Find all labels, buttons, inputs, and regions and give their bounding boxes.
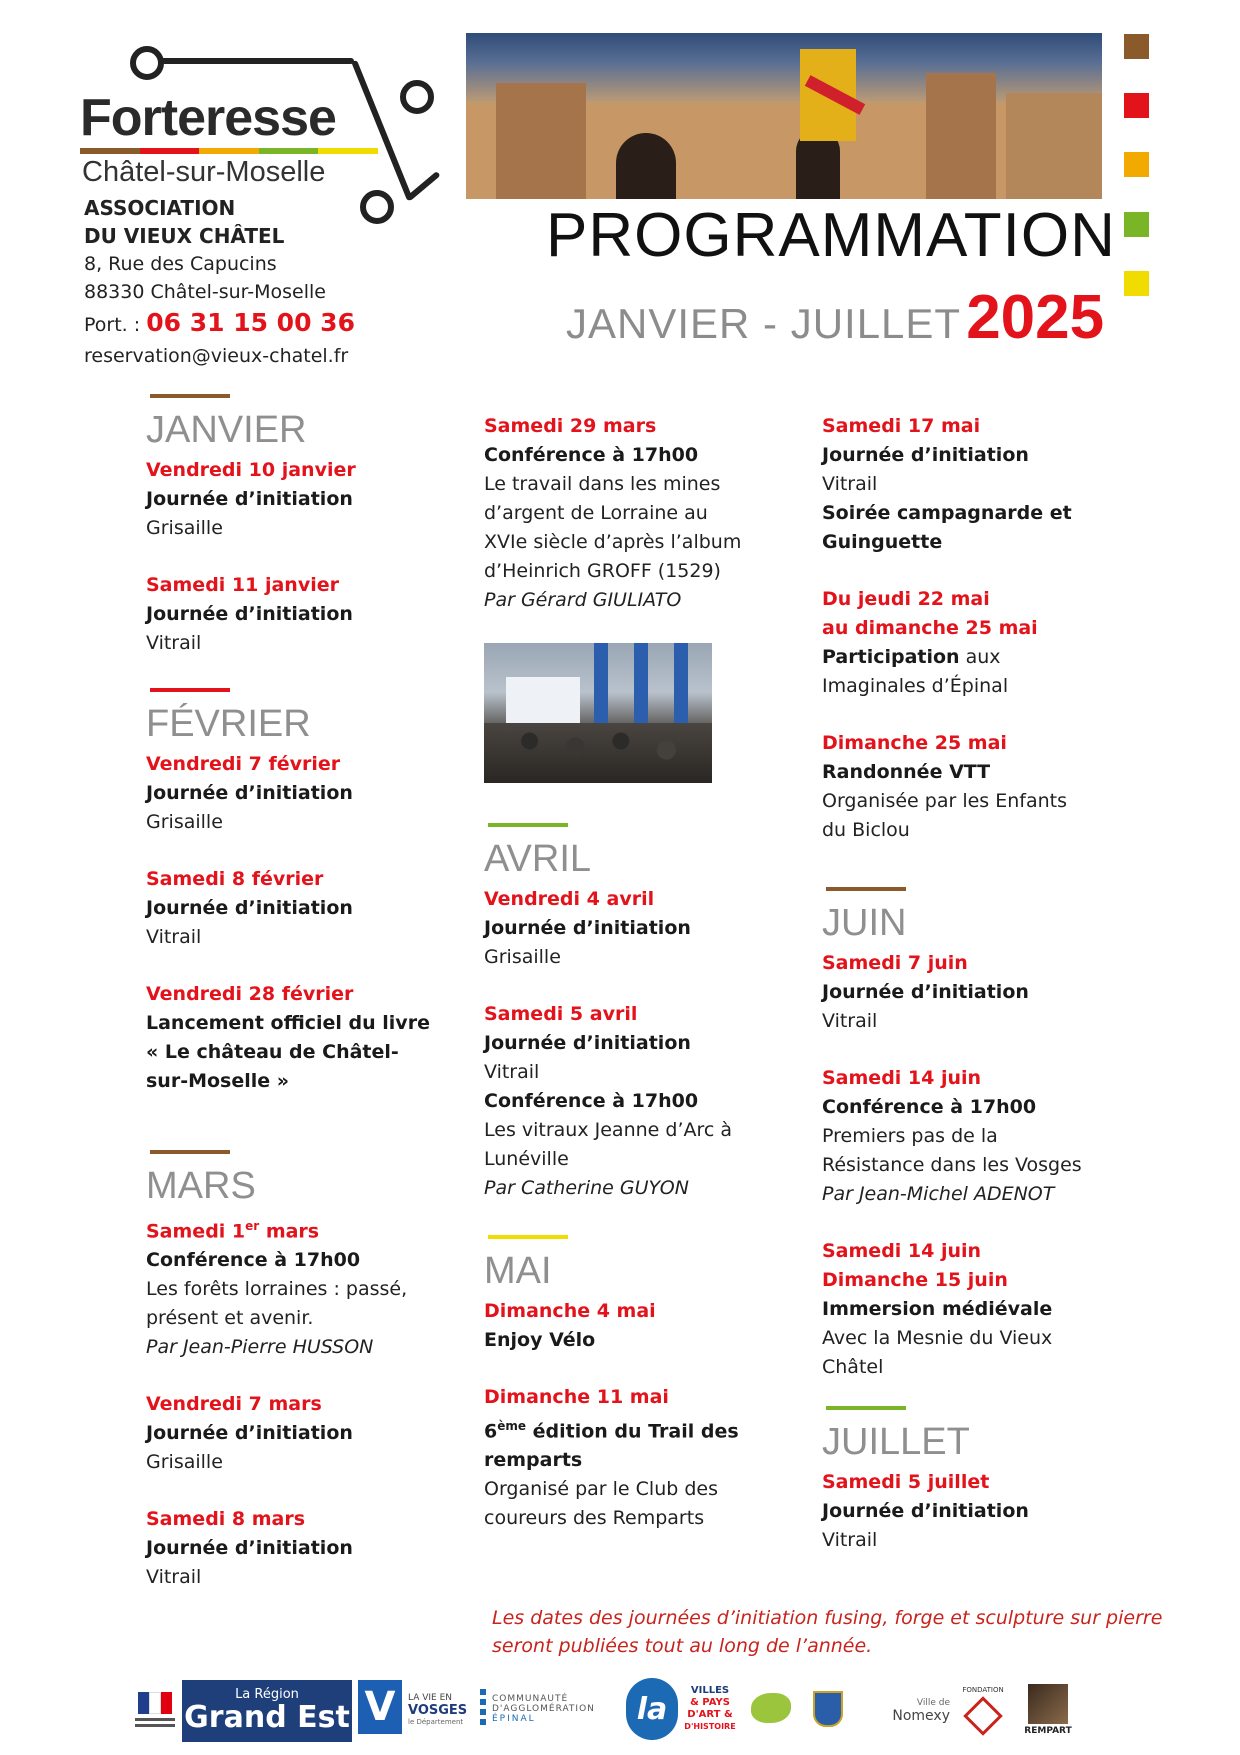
event-title: Journée d’initiation xyxy=(484,1032,691,1054)
event-date: Samedi 5 avril xyxy=(484,1003,638,1025)
logo-stripe xyxy=(199,148,259,154)
event-text: Grisaille xyxy=(146,1451,223,1474)
color-square xyxy=(1124,152,1149,177)
vosges-txt1: LA VIE EN xyxy=(408,1692,453,1703)
vosges-v: V xyxy=(364,1684,396,1730)
month-divider xyxy=(150,688,230,692)
title-text: 6 xyxy=(484,1420,498,1443)
logo xyxy=(70,30,440,220)
event-title: remparts xyxy=(484,1449,583,1472)
phone-number[interactable]: 06 31 15 00 36 xyxy=(146,308,355,337)
event-text: Vitrail xyxy=(146,632,202,654)
event-date: Samedi 7 juin xyxy=(822,952,968,974)
event-date: Vendredi 7 mars xyxy=(146,1393,322,1416)
castle-photo xyxy=(466,33,1102,199)
logo-title: Forteresse xyxy=(80,89,336,147)
agglo-epinal-logo xyxy=(480,1684,616,1734)
color-square xyxy=(1124,34,1149,59)
event xyxy=(484,1297,784,1355)
event-date: Vendredi 7 février xyxy=(146,753,341,775)
event xyxy=(822,1237,1122,1382)
month-juin: JUIN xyxy=(822,902,907,944)
event xyxy=(146,571,446,658)
association-city: 88330 Châtel-sur-Moselle xyxy=(84,281,326,303)
date-text: Samedi 1 xyxy=(146,1220,246,1243)
association-phone xyxy=(84,306,414,342)
logo-stripe xyxy=(80,148,140,154)
month-avril: AVRIL xyxy=(484,838,592,880)
event-title: Journée d’initiation xyxy=(822,444,1029,466)
event-text: du Biclou xyxy=(822,819,910,841)
fondation-logo xyxy=(958,1678,1008,1738)
event-title: Conférence à 17h00 xyxy=(484,444,699,466)
event-text: Grisaille xyxy=(484,946,561,968)
event-text: Le travail dans les mines xyxy=(484,473,721,495)
logo-stripe xyxy=(140,148,200,154)
green-region-logo xyxy=(746,1686,796,1730)
logo-frame-right xyxy=(351,60,413,201)
date-sup: er xyxy=(245,1219,260,1233)
event-title: Soirée campagnarde et xyxy=(822,502,1072,524)
logo-stripe xyxy=(259,148,319,154)
event-title: Immersion médiévale xyxy=(822,1298,1053,1320)
event-title: Conférence à 17h00 xyxy=(822,1096,1037,1118)
event-date: Dimanche 25 mai xyxy=(822,732,1007,754)
event-title xyxy=(484,1412,784,1446)
event xyxy=(146,865,446,952)
association-street: 8, Rue des Capucins xyxy=(84,253,277,275)
event-title: Guinguette xyxy=(822,531,943,553)
logo-frame-top xyxy=(154,58,354,64)
logo-subtitle: Châtel-sur-Moselle xyxy=(82,156,326,188)
event xyxy=(146,1505,446,1592)
event-title: Enjoy Vélo xyxy=(484,1329,596,1351)
event-text: Vitrail xyxy=(146,926,202,948)
epinal-la-logo xyxy=(626,1678,678,1740)
event xyxy=(146,1212,446,1362)
month-divider xyxy=(488,823,568,827)
period-line xyxy=(566,282,1104,353)
phone-label: Port. : xyxy=(84,314,141,336)
event-text: Grisaille xyxy=(146,517,223,539)
event-text: Grisaille xyxy=(146,811,223,833)
logo-ring-right xyxy=(400,80,434,114)
villes-2: & PAYS xyxy=(690,1697,730,1708)
event-text: Les vitraux Jeanne d’Arc à xyxy=(484,1119,733,1141)
event-date: Samedi 11 janvier xyxy=(146,574,339,596)
footnote xyxy=(492,1604,1192,1660)
color-square xyxy=(1124,93,1149,118)
event xyxy=(822,412,1122,557)
villes-1: VILLES xyxy=(690,1685,730,1696)
event-author: Par Jean-Michel ADENOT xyxy=(822,1183,1055,1205)
vosges-txt2: VOSGES xyxy=(408,1702,468,1718)
year-label: 2025 xyxy=(966,283,1105,352)
event-text: Lunéville xyxy=(484,1148,569,1170)
event-date: Samedi 8 mars xyxy=(146,1508,306,1531)
event-title: Conférence à 17h00 xyxy=(146,1249,361,1272)
event-text: Vitrail xyxy=(146,1566,202,1589)
event xyxy=(484,885,784,972)
event-title: Conférence à 17h00 xyxy=(484,1090,699,1112)
event-date: Dimanche 11 mai xyxy=(484,1386,669,1408)
nomexy-logo xyxy=(860,1690,950,1732)
logo-ring-left xyxy=(130,46,164,80)
vosges-txt3: le Département xyxy=(408,1717,464,1726)
event-text: Résistance dans les Vosges xyxy=(822,1154,1082,1176)
republique-logo xyxy=(130,1684,180,1734)
event xyxy=(484,412,784,615)
agglo-2: D'AGGLOMÉRATION xyxy=(492,1704,595,1714)
association-email[interactable]: reservation@vieux-chatel.fr xyxy=(84,345,349,367)
event-title: « Le château de Châtel- xyxy=(146,1041,399,1063)
region-big: Grand Est xyxy=(184,1700,350,1735)
vosges-text xyxy=(408,1682,472,1736)
event-text: Organisée par les Enfants xyxy=(822,790,1068,812)
event-title: sur-Moselle » xyxy=(146,1070,290,1092)
month-juillet: JUILLET xyxy=(822,1421,970,1463)
region-small: La Région xyxy=(235,1687,299,1702)
event xyxy=(822,729,1122,845)
month-divider xyxy=(150,394,230,398)
villes-4: D'HISTOIRE xyxy=(684,1722,736,1731)
association-name-1: ASSOCIATION xyxy=(84,196,236,220)
event-text: d’argent de Lorraine au xyxy=(484,502,708,524)
page-title: PROGRAMMATION xyxy=(546,201,1116,270)
event-title: Journée d’initiation xyxy=(146,897,353,919)
event-title: Journée d’initiation xyxy=(146,1537,353,1560)
month-divider xyxy=(150,1150,230,1154)
rempart-logo xyxy=(1020,1678,1076,1742)
event-text: coureurs des Remparts xyxy=(484,1507,705,1530)
event-date xyxy=(146,1212,446,1246)
agglo-1: COMMUNAUTÉ xyxy=(492,1694,569,1704)
event xyxy=(484,1000,784,1203)
event-date: Samedi 5 juillet xyxy=(822,1471,990,1493)
event-text: Vitrail xyxy=(822,1529,878,1551)
month-janvier: JANVIER xyxy=(146,409,307,451)
event-text: Vitrail xyxy=(822,1010,878,1032)
title-text: édition du Trail des xyxy=(526,1420,739,1443)
conference-photo xyxy=(484,643,712,783)
logo-stripe xyxy=(318,148,378,154)
title-sup: ème xyxy=(497,1419,527,1433)
event-text: XVIe siècle d’après l’album xyxy=(484,531,742,553)
event-text: Premiers pas de la xyxy=(822,1125,998,1147)
event-date: Samedi 29 mars xyxy=(484,415,657,437)
event-date: Vendredi 28 février xyxy=(146,983,354,1005)
event-text: Imaginales d’Épinal xyxy=(822,675,1009,697)
event-date: Dimanche 4 mai xyxy=(484,1300,656,1322)
event-text: Vitrail xyxy=(822,473,878,495)
event-date: Samedi 14 juin xyxy=(822,1067,982,1089)
column-2 xyxy=(484,412,784,1561)
villes-pays-art-logo xyxy=(684,1676,736,1742)
event-text: présent et avenir. xyxy=(146,1307,314,1330)
event xyxy=(822,1064,1122,1209)
event-date: Samedi 8 février xyxy=(146,868,324,890)
event-author: Par Jean-Pierre HUSSON xyxy=(146,1336,374,1359)
event-date: au dimanche 25 mai xyxy=(822,617,1038,639)
period-label: JANVIER - JUILLET xyxy=(566,300,962,347)
event xyxy=(822,585,1122,701)
association-address xyxy=(84,194,414,370)
column-3 xyxy=(822,412,1122,1583)
event-title: Journée d’initiation xyxy=(146,603,353,625)
event-date: Dimanche 15 juin xyxy=(822,1269,1008,1291)
month-fevrier: FÉVRIER xyxy=(146,703,311,745)
event-author: Par Catherine GUYON xyxy=(484,1177,689,1199)
event-title: Journée d’initiation xyxy=(822,1500,1029,1522)
event-title: Randonnée VTT xyxy=(822,761,991,783)
event xyxy=(822,949,1122,1036)
event-text: Les forêts lorraines : passé, xyxy=(146,1278,408,1301)
title-rest: aux xyxy=(959,646,1001,668)
event xyxy=(146,1390,446,1477)
event xyxy=(146,750,446,837)
footnote-line: seront publiées tout au long de l’année. xyxy=(492,1635,873,1657)
month-mai: MAI xyxy=(484,1250,552,1292)
event-date: Samedi 17 mai xyxy=(822,415,981,437)
logo-stripes xyxy=(80,148,378,154)
title-bold: Participation xyxy=(822,646,960,668)
sponsor-bar xyxy=(120,1670,1120,1750)
chatel-crest-logo xyxy=(808,1682,848,1736)
event xyxy=(822,1468,1122,1555)
month-divider xyxy=(488,1235,568,1239)
event-title: Journée d’initiation xyxy=(146,1422,353,1445)
event-date: Samedi 14 juin xyxy=(822,1240,982,1262)
event-date: Vendredi 10 janvier xyxy=(146,459,356,481)
event-text: Vitrail xyxy=(484,1061,540,1083)
column-1 xyxy=(146,394,446,1620)
association-name-2: DU VIEUX CHÂTEL xyxy=(84,224,285,248)
event-text: d’Heinrich GROFF (1529) xyxy=(484,560,721,582)
nomexy-1: Ville de xyxy=(916,1698,950,1708)
nomexy-2: Nomexy xyxy=(892,1708,950,1724)
agglo-3: ÉPINAL xyxy=(492,1714,536,1724)
event-text: Châtel xyxy=(822,1356,884,1378)
event-author: Par Gérard GIULIATO xyxy=(484,589,682,611)
event-text: Organisé par le Club des xyxy=(484,1478,718,1501)
event-title xyxy=(822,643,1122,672)
event-date: Du jeudi 22 mai xyxy=(822,588,990,610)
event xyxy=(146,980,446,1096)
fondation-text: FONDATION xyxy=(962,1686,1004,1694)
vosges-logo xyxy=(358,1680,402,1734)
event-title: Journée d’initiation xyxy=(484,917,691,939)
event-title: Journée d’initiation xyxy=(822,981,1029,1003)
villes-3: D'ART & xyxy=(687,1709,733,1720)
month-mars: MARS xyxy=(146,1165,256,1207)
event-title: Journée d’initiation xyxy=(146,782,353,804)
event-text: Avec la Mesnie du Vieux xyxy=(822,1327,1053,1349)
event xyxy=(484,1383,784,1533)
date-text: mars xyxy=(259,1220,320,1243)
color-square xyxy=(1124,271,1149,296)
footnote-line: Les dates des journées d’initiation fusing, forge et sculpture sur pierre xyxy=(492,1607,1163,1629)
month-divider xyxy=(826,887,906,891)
rempart-text: REMPART xyxy=(1024,1726,1072,1736)
event xyxy=(146,456,446,543)
month-divider xyxy=(826,1406,906,1410)
event-title: Lancement officiel du livre xyxy=(146,1012,430,1034)
event-title: Journée d’initiation xyxy=(146,488,353,510)
event-date: Vendredi 4 avril xyxy=(484,888,655,910)
la-text: la xyxy=(636,1691,668,1727)
color-square xyxy=(1124,212,1149,237)
region-grand-est-logo xyxy=(182,1680,352,1742)
